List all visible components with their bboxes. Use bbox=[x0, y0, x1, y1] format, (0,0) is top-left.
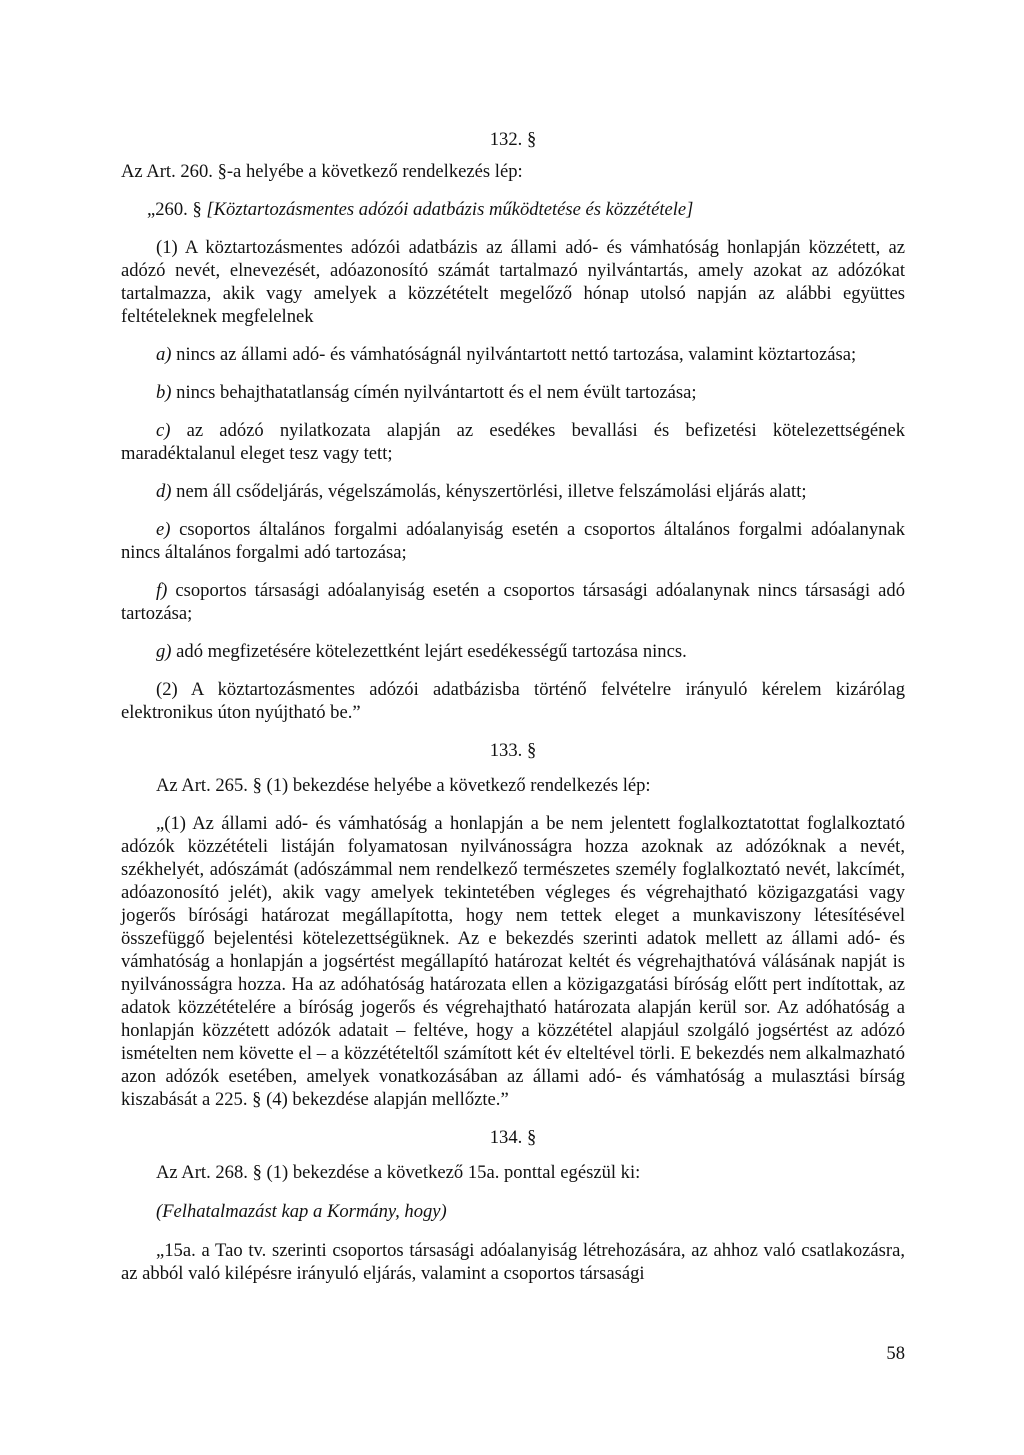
point-label: e) bbox=[156, 519, 171, 540]
point-text: nincs az állami adó- és vámhatóságnál nyilvántartott nettó tartozása, valamint köztartozása; bbox=[171, 344, 857, 365]
section-heading-132: 132. § bbox=[489, 129, 537, 150]
point-a bbox=[121, 343, 905, 366]
section-heading-133: 133. § bbox=[489, 740, 537, 761]
section-134-intro: Az Art. 268. § (1) bekezdése a következő 15a. ponttal egészül ki: bbox=[156, 1162, 641, 1183]
section-heading-134: 134. § bbox=[489, 1127, 537, 1148]
point-f bbox=[121, 579, 905, 625]
point-text: az adózó nyilatkozata alapján az esedékes bevallási és befizetési kötelezettségének maradéktalanul eleget tesz vagy tett; bbox=[121, 420, 905, 464]
quoted-paragraph-title: [Köztartozásmentes adózói adatbázis működtetése és közzététele] bbox=[206, 199, 694, 220]
page-number: 58 bbox=[886, 1343, 905, 1364]
point-label: a) bbox=[156, 344, 172, 365]
section-132-intro: Az Art. 260. §-a helyébe a következő rendelkezés lép: bbox=[121, 161, 523, 182]
quoted-paragraph-number: „260. § bbox=[147, 199, 202, 220]
point-label: d) bbox=[156, 481, 172, 502]
point-label: b) bbox=[156, 382, 172, 403]
point-e bbox=[121, 518, 905, 564]
section-133-paragraph-1: „(1) Az állami adó- és vámhatóság a honlapján a be nem jelentett foglalkoztatottat foglalkoztató adózók közzétételi listáján folyamatosan nyilvánosságra hozza azoknak az adózóknak a nevét, székhelyét, adószámát (adószámmal nem rendelkező természetes személy foglalkoztató nevét, lakcímét, adóazonosító jelét), akik vagy amelyek tekintetében végleges és végrehajtható közigazgatási vagy jogerős bírósági határozat megállapította, hogy nem tettek eleget a munkaviszony létesítésével összefüggő bejelentési kötelezettségüknek. Az e bekezdés szerinti adatok mellett az állami adó- és vámhatóság a honlapján a jogsértést megállapító határozat keltét és végrehajthatóvá válásának napját is nyilvánosságra hozza. Ha az adóhatóság határozata ellen a közigazgatási bíróság előtt pert indítottak, az adatok közzétételére a bíróság jogerős és végrehajtható határozata alapján kerül sor. Az adóhatóság a honlapján közzétett adózók adatait – feltéve, hogy a közzététel alapjául szolgáló jogsértést az adózó ismételten nem követte el – a közzétételtől számított két év elteltével törli. E bekezdés nem alkalmazható azon adózók esetében, amelyek vonatkozásában az állami adó- és vámhatóság a mulasztási bírság kiszabását a 225. § (4) bekezdése alapján mellőzte.” bbox=[121, 813, 905, 1110]
point-label: g) bbox=[156, 641, 172, 662]
point-text: nincs behajthatatlanság címén nyilvántartott és el nem évült tartozása; bbox=[171, 382, 697, 403]
section-134-paragraph-1: „15a. a Tao tv. szerinti csoportos társasági adóalanyiság létrehozására, az ahhoz való csatlakozásra, az abból való kilépésre irányuló eljárás, valamint a csoportos társasági bbox=[121, 1240, 905, 1284]
point-text: csoportos társasági adóalanyiság esetén a csoportos társasági adóalanynak nincs társasági adó tartozása; bbox=[121, 580, 905, 624]
point-text: adó megfizetésére kötelezettként lejárt esedékességű tartozása nincs. bbox=[171, 641, 687, 662]
point-d bbox=[121, 480, 905, 503]
point-text: nem áll csődeljárás, végelszámolás, kényszertörlési, illetve felszámolási eljárás alatt; bbox=[171, 481, 807, 502]
section-132-paragraph-2: (2) A köztartozásmentes adózói adatbázisba történő felvételre irányuló kérelem kizárólag elektronikus úton nyújtható be.” bbox=[121, 679, 905, 723]
section-134-lead: (Felhatalmazást kap a Kormány, hogy) bbox=[156, 1201, 447, 1222]
point-text: csoportos általános forgalmi adóalanyiság esetén a csoportos általános forgalmi adóalanynak nincs általános forgalmi adó tartozása; bbox=[121, 519, 905, 563]
point-label: c) bbox=[156, 420, 171, 441]
section-133-intro: Az Art. 265. § (1) bekezdése helyébe a következő rendelkezés lép: bbox=[156, 775, 651, 796]
section-132-paragraph-1: (1) A köztartozásmentes adózói adatbázis az állami adó- és vámhatóság honlapján közzétett, az adózó nevét, elnevezését, adóazonosító számát tartalmazó nyilvántartás, amely azokat az adózókat tartalmazza, akik vagy amelyek a közzétételt megelőző hónap utolsó napján az alábbi együttes feltételeknek megfelelnek bbox=[121, 237, 905, 327]
point-g bbox=[121, 640, 905, 663]
point-label: f) bbox=[156, 580, 168, 601]
point-b bbox=[121, 381, 905, 404]
section-132-quote-header bbox=[147, 198, 905, 221]
page-body bbox=[121, 128, 905, 1285]
point-c bbox=[121, 419, 905, 465]
